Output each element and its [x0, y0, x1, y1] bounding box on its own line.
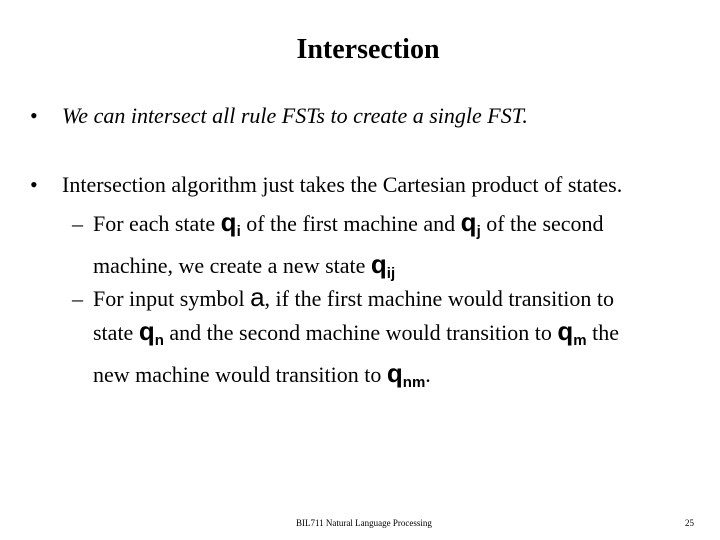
state-symbol: q	[557, 316, 574, 346]
bullet-intersect-fsts	[30, 103, 528, 129]
text-run: and the second machine would transition to	[163, 320, 558, 345]
dash-marker: –	[72, 211, 83, 236]
state-symbol: q	[138, 316, 155, 346]
state-symbol: q	[386, 358, 403, 388]
state-subscript: ij	[386, 265, 396, 282]
sub-bullet-line	[72, 206, 604, 248]
sub-bullet-continuation	[72, 315, 619, 357]
text-run: of the second	[480, 211, 604, 236]
text-run: of the first machine and	[240, 211, 461, 236]
input-symbol: a	[250, 282, 265, 312]
state-subscript: nm	[402, 374, 426, 391]
bullet-marker: •	[30, 103, 38, 128]
sub-bullet-new-state	[72, 206, 604, 290]
text-run: .	[425, 362, 431, 387]
state-subscript: m	[573, 332, 587, 349]
text-run: For input symbol	[93, 286, 251, 311]
sub-bullet-line	[72, 281, 619, 315]
state-subscript: i	[236, 223, 241, 240]
state-symbol: q	[370, 249, 387, 279]
state-symbol: q	[220, 207, 237, 237]
bullet-cartesian-product	[30, 172, 622, 198]
text-run: the	[586, 320, 619, 345]
bullet-text: We can intersect all rule FSTs to create a single FST.	[62, 103, 528, 128]
bullet-text: Intersection algorithm just takes the Cartesian product of states.	[62, 172, 623, 197]
sub-bullet-transition	[72, 281, 619, 399]
bullet-marker: •	[30, 172, 38, 197]
text-run: new machine would transition to	[93, 362, 387, 387]
footer-page-number: 25	[685, 518, 694, 528]
dash-marker: –	[72, 286, 83, 311]
text-run: For each state	[93, 211, 221, 236]
text-run: machine, we create a new state	[93, 253, 371, 278]
state-subscript: n	[154, 332, 164, 349]
footer-course: BIL711 Natural Language Processing	[296, 518, 432, 528]
text-run: state	[93, 320, 139, 345]
state-subscript: j	[476, 223, 481, 240]
slide-title: Intersection	[296, 34, 440, 65]
state-symbol: q	[460, 207, 477, 237]
sub-bullet-continuation	[72, 357, 619, 399]
text-run: , if the first machine would transition to	[264, 286, 615, 311]
